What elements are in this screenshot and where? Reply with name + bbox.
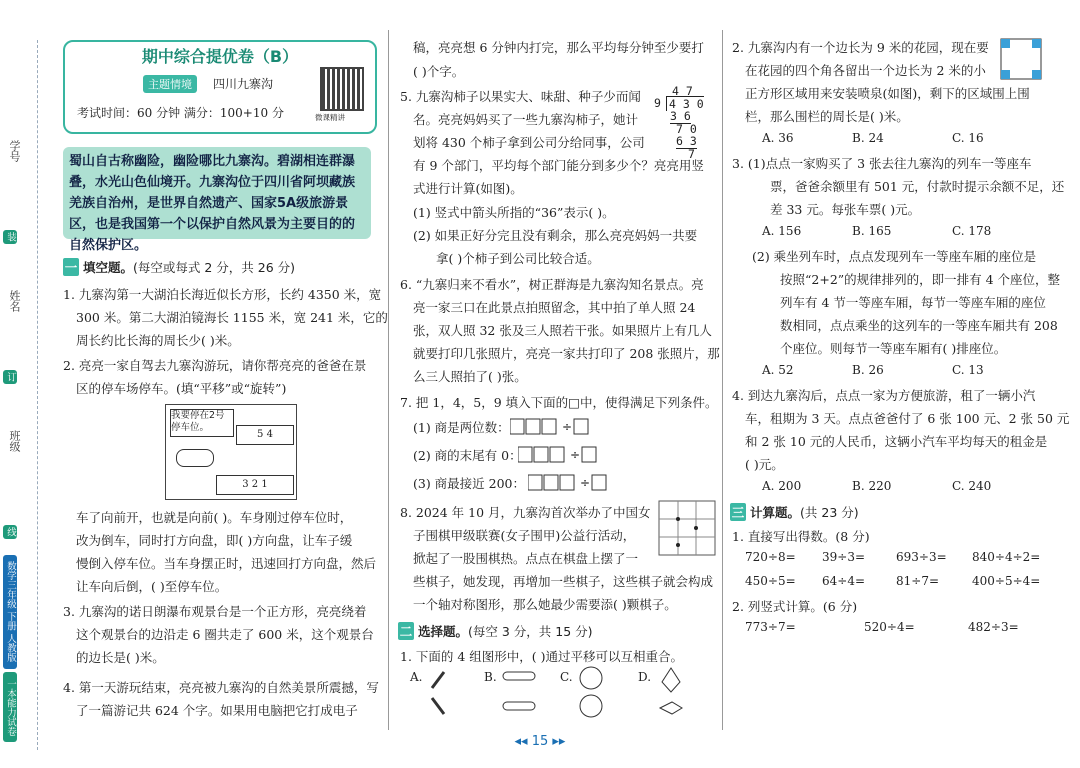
q7-boxes-1[interactable]	[510, 418, 600, 439]
question-line: 稿，亮亮想 6 分钟内打完，那么平均每分钟至少要打	[413, 40, 704, 55]
qr-code-icon[interactable]	[320, 67, 364, 111]
question-line: 划将 430 个柿子拿到公司分给同事，公司	[413, 135, 645, 150]
calc-item[interactable]: 64÷4=	[822, 574, 866, 588]
division-remainder-2: 7	[688, 147, 695, 161]
title-box	[63, 40, 377, 134]
question-line: 7. 把 1，4，5，9 填入下面的□中，使得满足下列条件。	[400, 395, 718, 410]
name-label: 姓名	[8, 290, 21, 312]
calc-item[interactable]: 720÷8=	[745, 550, 796, 564]
question-line: 差 33 元。每张车票( )元。	[770, 202, 921, 217]
column-divider	[722, 30, 723, 730]
question-line: 掀起了一股围棋热。点点在棋盘上摆了一	[413, 551, 639, 566]
q3a-option-a[interactable]: A. 156	[762, 224, 802, 238]
question-line: 改为倒车，同时打方向盘，即( )方向盘，让车子缓	[76, 533, 353, 548]
question-line: 2. 九寨沟内有一个边长为 9 米的花园，现在要	[732, 40, 989, 55]
calc-item[interactable]: 840÷4÷2=	[972, 550, 1041, 564]
question-line: 就要打印几张照片，亮亮一家共打印了 208 张照片，那	[413, 346, 720, 361]
calc-item[interactable]: 81÷7=	[896, 574, 940, 588]
option-c-label[interactable]: C.	[560, 670, 573, 684]
page-number: ◂◂ 15 ▸▸	[514, 734, 566, 749]
question-line: (1) 竖式中箭头所指的“36”表示( )。	[413, 205, 615, 220]
question-line: 些棋子，她发现，再增加一些棋子，这些棋子就会构成	[413, 574, 714, 589]
section-2-heading	[398, 622, 593, 640]
q2-option-c[interactable]: C. 16	[952, 131, 984, 145]
exam-info: 考试时间：60 分钟 满分：100+10 分	[77, 106, 284, 120]
q4-option-a[interactable]: A. 200	[762, 479, 802, 493]
question-line: 2. 亮亮一家自驾去九寨沟游玩，请你帮亮亮的爸爸在景	[63, 358, 367, 373]
question-line: 慢倒入停车位。当车身摆正时，迅速回打方向盘，然后	[76, 556, 377, 571]
division-step-1: 3 6	[670, 109, 691, 123]
question-line: 在花园的四个角各留出一个边长为 2 米的小	[745, 63, 986, 78]
question-line: 名。亮亮妈妈买了一些九寨沟柿子，她计	[413, 112, 639, 127]
calc-item[interactable]: 450÷5=	[745, 574, 796, 588]
q3b-option-b[interactable]: B. 26	[852, 363, 884, 377]
question-line: 数相同，点点乘坐的这列车的一等座车厢共有 208	[780, 318, 1058, 333]
option-b-label[interactable]: B.	[484, 670, 497, 684]
calc-item[interactable]: 39÷3=	[822, 550, 866, 564]
question-line: 区的停车场停车。(填“平移”或“旋转”)	[76, 381, 287, 396]
calc-item[interactable]: 773÷7=	[745, 620, 796, 634]
option-a-label[interactable]: A.	[410, 670, 423, 684]
section-2-title: 选择题。	[418, 624, 469, 639]
calc-2-title: 2. 列竖式计算。(6 分)	[732, 599, 858, 614]
q3a-option-b[interactable]: B. 165	[852, 224, 892, 238]
q7-boxes-2[interactable]	[518, 446, 608, 467]
question-line: 300 米。第二大湖泊镜海长 1155 米，宽 241 米，它的	[76, 310, 388, 325]
section-3-heading	[730, 503, 859, 521]
question-line: 亮一家三口在此景点拍照留念，其中拍了单人照 24	[413, 300, 696, 315]
binding-sidebar	[0, 0, 30, 768]
question-line: 有 9 个部门，平均每个部门能分到多少个？亮亮用竖	[413, 158, 704, 173]
speech-bubble: 我要停在2号停车位。	[170, 409, 234, 437]
q4-option-c[interactable]: C. 240	[952, 479, 992, 493]
question-line: 让车向后倒，( )至停车位。	[76, 579, 228, 594]
section-2-sub: (每空 3 分，共 15 分)	[468, 624, 593, 639]
page-title: 期中综合提优卷（B）	[141, 47, 299, 66]
question-line: 正方形区域用来安装喷泉(如图)，剩下的区域围上围	[745, 86, 1030, 101]
section-2-badge: 二	[399, 624, 413, 639]
question-line: (3) 商最接近 200：	[413, 476, 526, 491]
question-line: ( )个字。	[413, 64, 465, 79]
option-c-icon	[576, 664, 606, 723]
question-line: 8. 2024 年 10 月，九寨沟首次举办了中国女	[400, 505, 651, 520]
binding-dot-1: 装	[5, 232, 16, 242]
question-line: 拿( )个柿子到公司比较合适。	[436, 251, 600, 266]
section-1-title: 填空题。	[83, 260, 134, 275]
theme-value: 四川九寨沟	[213, 77, 274, 91]
question-line: (2) 如果正好分完且没有剩余，那么亮亮妈妈一共要	[413, 228, 698, 243]
q7-boxes-3[interactable]	[528, 474, 618, 495]
svg-text:÷: ÷	[570, 448, 581, 462]
question-line: 3. 九寨沟的诺日朗瀑布观景台是一个正方形，亮亮绕着	[63, 604, 367, 619]
binding-dot-2: 订	[5, 372, 16, 382]
section-1-sub: (每空或每式 2 分，共 26 分)	[133, 260, 296, 275]
question-line: 和 2 张 10 元的人民币，这辆小汽车平均每天的租金是	[745, 434, 1048, 449]
intro-paragraph: 蜀山自古称幽险，幽险哪比九寨沟。碧湖相连群瀑叠，水光山色仙境开。九寨沟位于四川省阿坝藏族羌族自治州，是世界自然遗产、国家5A级旅游景区，也是我国第一个以保护自然风景为主要目的的自然保护区。	[63, 147, 371, 239]
question-line: 周长约比长海的周长少( )米。	[76, 333, 240, 348]
svg-text:÷: ÷	[580, 476, 591, 490]
section-3-badge: 三	[731, 505, 745, 520]
question-line: 么三人照拍了( )张。	[413, 369, 527, 384]
section-3-sub: (共 23 分)	[800, 505, 859, 520]
option-a-icon	[426, 668, 450, 723]
question-line: 这个观景台的边沿走 6 圈共走了 600 米，这个观景台	[76, 627, 374, 642]
q3b-option-a[interactable]: A. 52	[762, 363, 794, 377]
question-line: 个座位。则每节一等座车厢有( )排座位。	[780, 341, 1007, 356]
question-line: 的边长是( )米。	[76, 650, 165, 665]
parking-slots-bottom: 3 2 1	[216, 475, 294, 495]
q3a-option-c[interactable]: C. 178	[952, 224, 992, 238]
question-line: (2) 乘坐列车时，点点发现列车一等座车厢的座位是	[752, 249, 1037, 264]
question-line: 6. “九寨归来不看水”，树正群海是九寨沟知名景点。亮	[400, 277, 704, 292]
question-line: 了一篇游记共 624 个字。如果用电脑把它打成电子	[76, 703, 358, 718]
question-line: 栏，那么围栏的周长是( )米。	[745, 109, 909, 124]
column-divider	[388, 30, 389, 730]
division-step-2: 6 3	[676, 134, 697, 148]
binding-dot-3: 线	[5, 527, 16, 537]
division-dividend: 4 3 0	[666, 96, 704, 111]
section-1-badge: 一	[64, 260, 78, 275]
calc-1-title: 1. 直接写出得数。(8 分)	[732, 529, 870, 544]
section-1-heading	[63, 258, 295, 276]
question-line: 子围棋甲级联赛(女子围甲)公益行活动，	[413, 528, 636, 543]
class-label: 班级	[8, 430, 21, 452]
calc-item[interactable]: 482÷3=	[968, 620, 1019, 634]
go-board-figure	[658, 500, 718, 561]
grade-tag: 数学三年级 下册 人教版	[3, 555, 17, 669]
division-divisor: 9	[654, 96, 661, 110]
theme-tag: 主题情境	[143, 75, 197, 93]
calc-item[interactable]: 693÷3=	[896, 550, 947, 564]
question-line: 张，双人照 32 张及三人照若干张。如果照片上有几人	[413, 323, 712, 338]
parking-lot-figure	[165, 404, 297, 500]
question-line: 车，租期为 3 天。点点爸爸付了 6 张 100 元、2 张 50 元	[745, 411, 1070, 426]
option-d-label[interactable]: D.	[638, 670, 652, 684]
q2-option-b[interactable]: B. 24	[852, 131, 884, 145]
q4-option-b[interactable]: B. 220	[852, 479, 892, 493]
question-line: 一个轴对称图形，那么她最少需要添( )颗棋子。	[413, 597, 677, 612]
division-quotient: 4 7	[672, 84, 693, 98]
question-line: 4. 到达九寨沟后，点点一家为方便旅游，租了一辆小汽	[732, 388, 1036, 403]
section-3-title: 计算题。	[750, 505, 801, 520]
parking-slots-top: 5 4	[236, 425, 294, 445]
q2-option-a[interactable]: A. 36	[762, 131, 794, 145]
question-line: 票，爸爸余额里有 501 元，付款时提示余额不足，还	[770, 179, 1065, 194]
question-line: 5. 九寨沟柿子以果实大、味甜、种子少而闻	[400, 89, 641, 104]
question-line: ( )元。	[745, 457, 784, 472]
question-line: 4. 第一天游玩结束，亮亮被九寨沟的自然美景所震撼，写	[63, 680, 379, 695]
qr-label: 微课精讲	[315, 113, 345, 122]
question-line: 按照“2+2”的规律排列的，即一排有 4 个座位，整	[780, 272, 1061, 287]
series-tag: 一本能力试卷	[3, 672, 17, 742]
question-line: (1) 商是两位数：	[413, 420, 510, 435]
calc-item[interactable]: 400÷5÷4=	[972, 574, 1041, 588]
option-b-icon	[500, 666, 540, 723]
garden-figure	[1000, 38, 1042, 83]
option-d-icon	[656, 664, 686, 723]
question-line: 3. (1)点点一家购买了 3 张去往九寨沟的列车一等座车	[732, 156, 1032, 171]
binding-line	[37, 40, 38, 750]
question-line: 1. 九寨沟第一大湖泊长海近似长方形，长约 4350 米，宽	[63, 287, 382, 302]
question-line: 式进行计算(如图)。	[413, 181, 523, 196]
long-division-figure	[650, 84, 714, 164]
division-remainder-1: 7 0	[676, 122, 697, 136]
question-line: (2) 商的末尾有 0：	[413, 448, 522, 463]
choice-question: 1. 下面的 4 组图形中，( )通过平移可以互相重合。	[400, 649, 684, 664]
svg-text:÷: ÷	[562, 420, 573, 434]
question-line: 列车有 4 节一等座车厢，每节一等座车厢的座位	[780, 295, 1046, 310]
question-line: 车了向前开，也就是向前( )。车身刚过停车位时，	[76, 510, 353, 525]
calc-item[interactable]: 520÷4=	[864, 620, 915, 634]
car-icon	[176, 449, 214, 467]
q3b-option-c[interactable]: C. 13	[952, 363, 984, 377]
student-id-label: 学号	[8, 140, 21, 162]
